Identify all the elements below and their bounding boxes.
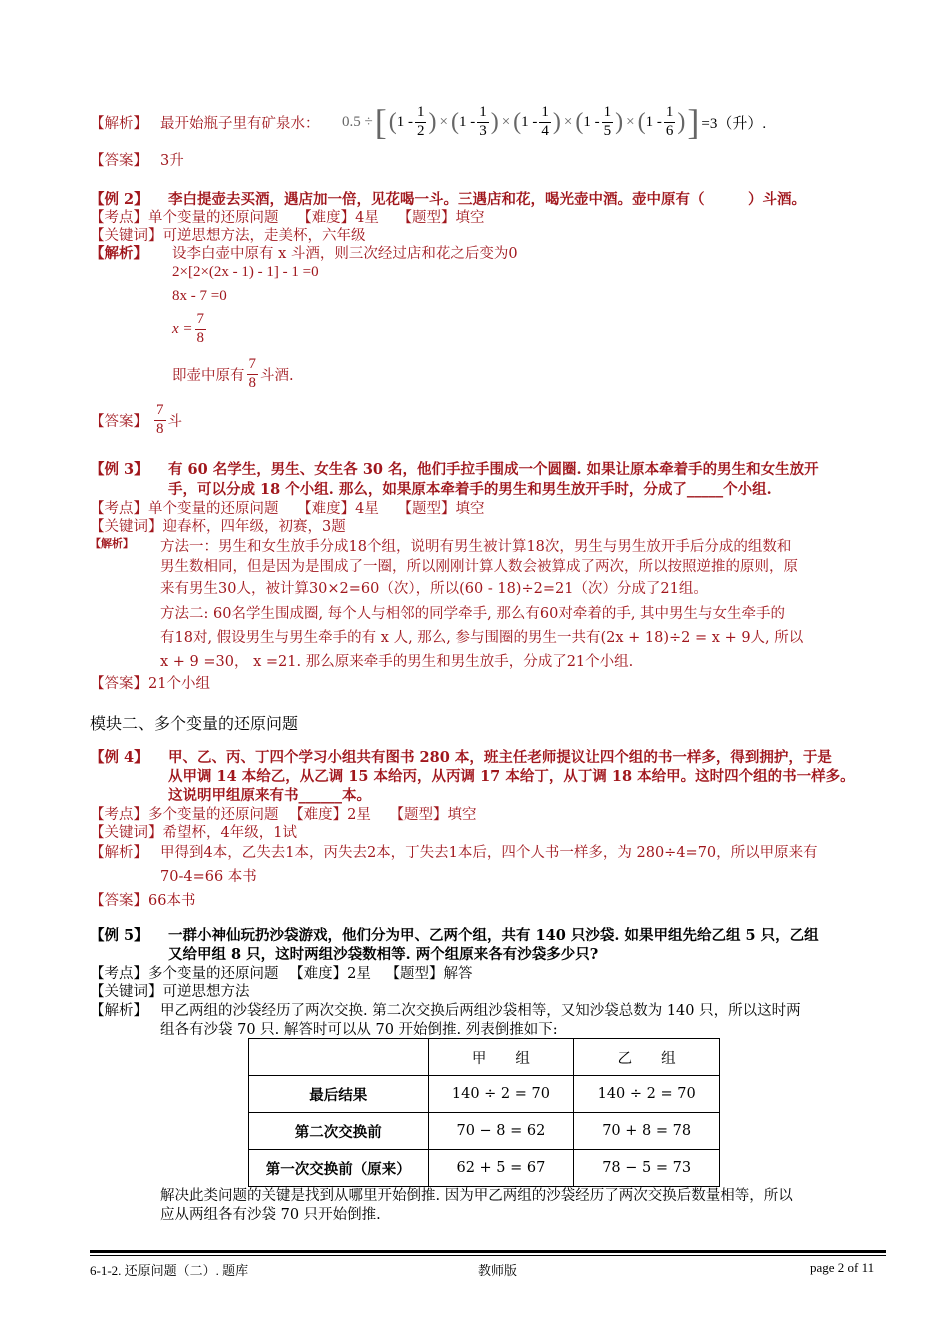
table-row [249,1076,720,1113]
example-4-keywords: 【关键词】希望杯，4年级，1试 [90,825,297,841]
reverse-table [248,1038,720,1187]
table-cell: 78 − 5 = 73 [574,1150,720,1187]
example-3-analysis-label: 【解析】 [90,537,134,550]
example-4-meta: 【考点】多个变量的还原问题 【难度】2星 【题型】填空 [90,807,477,823]
table-cell: 140 ÷ 2 = 70 [574,1076,720,1113]
example-2-analysis-line: 设李白壶中原有 x 斗酒，则三次经过店和花之后变为0 [172,246,518,262]
example-3-question-line1: 有 60 名学生，男生、女生各 30 名，他们手拉手围成一个圆圈. 如果让原本牵着手的男生和女生放开 [168,461,819,478]
table-header-cell: 乙 组 [574,1039,720,1076]
example-2-label: 【例 2】 [90,191,149,208]
analysis-text: 最开始瓶子里有矿泉水： [160,116,320,132]
footer-center: 教师版 [478,1263,518,1278]
example-5-analysis-label: 【解析】 [90,1003,148,1019]
table-cell: 140 ÷ 2 = 70 [428,1076,574,1113]
table-cell: 70 + 8 = 78 [574,1113,720,1150]
example-2-eq1: 2×[2×(2x - 1) - 1] - 1 =0 [172,264,319,280]
table-row [249,1113,720,1150]
example-3-m2-line3: x + 9 =30， x =21. 那么原来牵手的男生和男生放手，分成了21个小组. [160,654,634,670]
example-2-answer: 【答案】 $\frac{7}{8}$ 斗 [90,402,182,437]
footer-rule-thick [90,1250,886,1253]
example-2-keywords: 【关键词】可逆思想方法，走美杯，六年级 [90,228,366,244]
table-cell: 第一次交换前（原来） [249,1150,429,1187]
table-row [249,1150,720,1187]
example-5-after-line1: 解决此类问题的关键是找到从哪里开始倒推. 因为甲乙两组的沙袋经历了两次交换后数量相等，所以 [160,1188,793,1204]
example-3-m2-line1: 方法二: 60名学生围成圈, 每个人与相邻的同学牵手, 那么有60对牵着的手, 其中男生与女生牵手的 [160,606,786,622]
example-3-question-line2: 手，可以分成 18 个小组. 那么，如果原本牵着手的男生和男生放开手时，分成了_____个小组. [168,481,772,498]
footer-page-number: page 2 of 11 [810,1260,875,1275]
table-header-cell: 甲 组 [428,1039,574,1076]
table-header-cell [249,1039,429,1076]
example-5-after-line2: 应从两组各有沙袋 70 只开始倒推. [160,1207,381,1223]
example-3-m2-line2: 有18对, 假设男生与男生牵手的有 x 人, 那么, 参与围圈的男生一共有(2x + 18)÷2 = x + 9人, 所以 [160,630,804,646]
example-4-label: 【例 4】 [90,749,149,766]
table-cell: 70 − 8 = 62 [428,1113,574,1150]
table-cell: 最后结果 [249,1076,429,1113]
module-2-title: 模块二、多个变量的还原问题 [90,714,299,733]
example-5-keywords: 【关键词】可逆思想方法 [90,984,250,1000]
example-2-eq3: x = $\frac{7}{8}$ [172,311,205,346]
example-5-meta: 【考点】多个变量的还原问题 【难度】2星 【题型】解答 [90,966,473,982]
example-3-m1-line1: 方法一：男生和女生放手分成18个组，说明有男生被计算18次，男生与男生放开手后分成的组数和 [160,539,792,555]
example-3-label: 【例 3】 [90,461,149,478]
example-3-keywords: 【关键词】迎春杯，四年级，初赛，3题 [90,519,346,535]
example-3-answer: 【答案】21个小组 [90,676,210,692]
example-2-eq2: 8x - 7 =0 [172,288,227,304]
answer-text: 3升 [160,153,184,169]
example-5-question-line1: 一群小神仙玩扔沙袋游戏，他们分为甲、乙两个组，共有 140 只沙袋. 如果甲组先给乙组 5 只，乙组 [168,927,819,944]
example-5-analysis-line1: 甲乙两组的沙袋经历了两次交换. 第二次交换后两组沙袋相等，又知沙袋总数为 140 只，所以这时两 [160,1003,801,1019]
example-4-analysis-label: 【解析】 [90,845,148,861]
table-cell: 第二次交换前 [249,1113,429,1150]
table-cell: 62 + 5 = 67 [428,1150,574,1187]
example-2-conclusion: 即壶中原有 $\frac{7}{8}$ 斗酒. [172,356,294,391]
example-4-answer: 【答案】66本书 [90,893,196,909]
bottle-expression: 0.5 ÷ [ ( 1 - $\frac{1}{2}$ ) × ( 1 - $\frac{1}{3}$ ) × ( 1 - $\frac{1}{4}$ ) × ( 1 - $\frac{1}{5}$ ) × ( 1 - $\frac{1}{6}$ ) ] =3（升）. [342,102,767,142]
example-2-question: 李白提壶去买酒，遇店加一倍，见花喝一斗。三遇店和花，喝光壶中酒。壶中原有（ ）斗酒。 [168,191,806,208]
example-5-label: 【例 5】 [90,927,149,944]
example-4-question-line2: 从甲调 14 本给乙，从乙调 15 本给丙，从丙调 17 本给丁，从丁调 18 本给甲。这时四个组的书一样多。 [168,768,855,785]
example-4-analysis-line2: 70-4=66 本书 [160,869,257,885]
example-5-analysis-line2: 组各有沙袋 70 只. 解答时可以从 70 开始倒推. 列表倒推如下: [160,1022,558,1038]
example-4-analysis-line1: 甲得到4本，乙失去1本，丙失去2本，丁失去1本后，四个人书一样多，为 280÷4=70，所以甲原来有 [160,845,818,861]
analysis-label: 【解析】 [90,116,148,132]
example-3-m1-line3: 来有男生30人，被计算30×2=60（次），所以(60 - 18)÷2=21（次）分成了21组。 [160,581,708,597]
footer-rule-thin [90,1255,886,1256]
footer-left: 6-1-2. 还原问题（二）. 题库 [90,1263,249,1278]
table-header-row [249,1039,720,1076]
example-4-question-line3: 这说明甲组原来有书______本。 [168,787,371,804]
example-2-analysis-label: 【解析】 [90,245,148,262]
example-4-question-line1: 甲、乙、丙、丁四个学习小组共有图书 280 本，班主任老师提议让四个组的书一样多，得到拥护，于是 [168,749,832,766]
example-3-m1-line2: 男生数相同，但是因为是围成了一圈，所以刚刚计算人数会被算成了两次，所以按照逆推的原则，原 [160,559,798,575]
example-5-question-line2: 又给甲组 8 只，这时两组沙袋数相等. 两个组原来各有沙袋多少只? [168,946,599,963]
example-2-meta: 【考点】单个变量的还原问题 【难度】4星 【题型】填空 [90,210,485,226]
answer-label: 【答案】 [90,153,148,169]
example-3-meta: 【考点】单个变量的还原问题 【难度】4星 【题型】填空 [90,501,485,517]
